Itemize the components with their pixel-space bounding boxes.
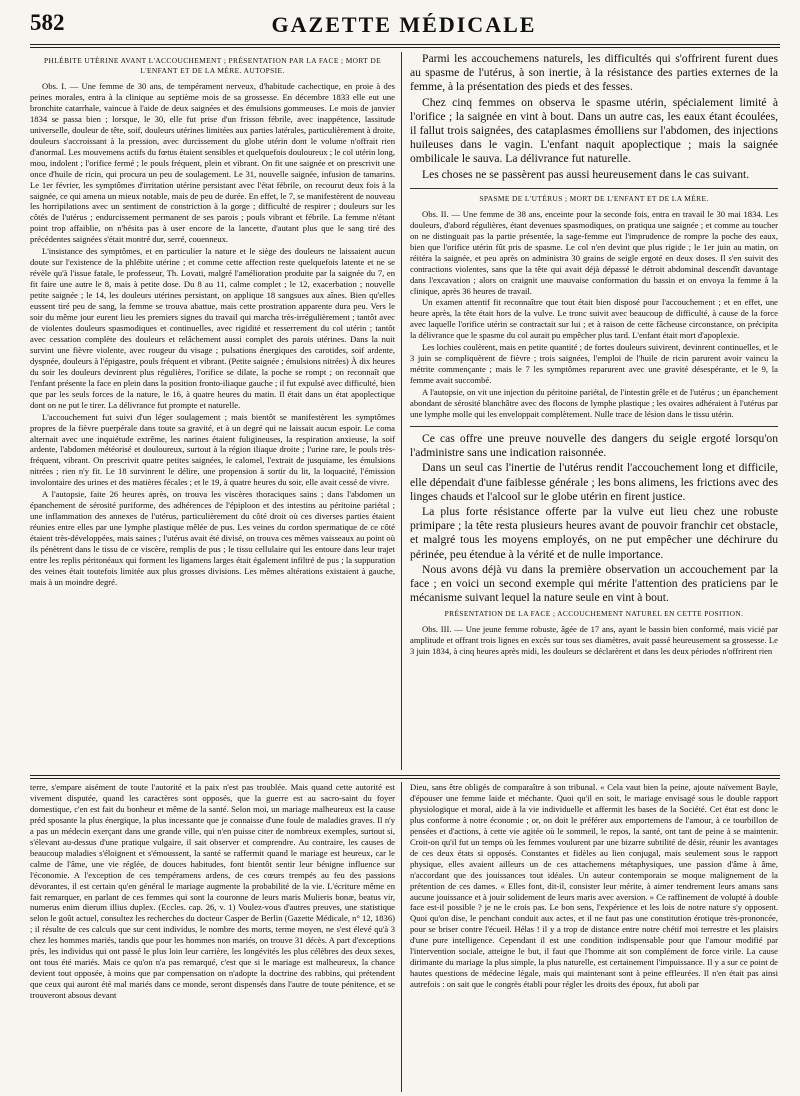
feuilleton-right-column	[410, 782, 778, 1092]
paragraph: Nous avons déjà vu dans la première observation un accouchement par la face ; en voici un second exemple qui mérite l'attention des praticiens par le mécanisme suivant lequel la nature seule en vint à bout.	[410, 562, 778, 605]
feuilleton-rule-2	[30, 778, 780, 779]
column-divider	[401, 782, 402, 1092]
paragraph: Les lochies coulèrent, mais en petite quantité ; de fortes douleurs suivirent, devinrent continuelles, et le 3 juin se compliquèrent de fièvre ; trois saignées, l'emploi de l'huile de ricin parurent avoir vaincu la métrite commençante ; mais le 7 les symptômes reparurent avec une gravité désespérante, et le 9, la femme avait succombé.	[410, 342, 778, 386]
feuilleton-left-column	[30, 782, 395, 1092]
header-rule	[30, 44, 780, 45]
paragraph: A l'autopsie, faite 26 heures après, on trouva les viscères thoraciques sains ; dans l'abdomen un épanchement de sérosité puriforme, des adhérences de l'épiploon et des intestins au péritoine pariétal ; une inflammation des annexes de l'utérus, particulièrement du côté droit où ces diverses parties étaient réunies entre elles par une lymphe plastique mêlée de pus. Les veines du cordon spermatique de ce côté étaient très-développées, mais saines ; l'utérus avait été divisé, on trouva ces mêmes vaisseaux au point où ils pénètrent dans le tissu de ce viscère, remplis de pus ; le tissu cellulaire qui les entoure dans leur trajet entre les replis péritonéaux qui forment les ligamens larges était également infiltré de pus ; la suppuration des veines était toutefois limitée aux plus grosses divisions. Les mêmes altérations existaient à gauche, mais à un moindre degré.	[30, 489, 395, 587]
paragraph: Obs. III. — Une jeune femme robuste, âgée de 17 ans, ayant le bassin bien conformé, mais vicié par amplitude et offrant trois lignes en excès sur tous ses diamètres, avait passé heureusement sa grossesse. Le 3 juin 1834, à cinq heures après midi, les douleurs se déclarèrent et dans les deux périodes n'offrirent rien	[410, 624, 778, 657]
paragraph: Obs. I. — Une femme de 30 ans, de tempérament nerveux, d'habitude cachectique, en proie à des peines morales, entra à la clinique au septième mois de sa grossesse. En décembre 1833 elle eut une bronchite catarrhale, vaincue à l'aide de deux saignées et des émulsions gommeuses. Le mois de janvier 1834 se passa bien ; lorsque, le 30, elle fut prise d'un frisson fébrile, avec inappétence, lassitude universelle, douleur de tête, soif, douleurs utérines limitées aux parties latérales, particulièrement à droite, douleurs s'accroissant à la pression, avec durcissement du globe utérin dont le volume n'offrait rien d'anormal. Les mouvemens actifs du fœtus étaient sensibles et quelquefois douloureux ; le col utérin long, mou, indolent ; l'orifice fermé ; le pouls fréquent, plein et vibrant. On fit une saignée et on prescrivit une once d'huile de ricin, qui procura un peu de soulagement. Le 31, nouvelle saignée, infusion de tamarins. Le 1er février, les symptômes d'irritation utérine persistant avec l'état fébrile, on recourut deux fois à la saignée, ce qui amena un mieux notable, mais de peu de durée. En effet, le 7, se manifestèrent de nouveau les horripilations avec un sentiment de constriction à la gorge ; difficulté de respirer ; douleurs sur les côtés de l'utérus ; endurcissement permanent de ses parois ; pouls vibrant et fébrile. La femme n'étant point trop affaiblie, on n'hésita pas à user encore de la lancette, d'autant plus que le sang tiré des précédentes saignées s'était montré dur, serré, couenneux.	[30, 81, 395, 245]
page-header	[30, 10, 778, 42]
paragraph: Dieu, sans être obligés de comparaître à son tribunal. « Cela vaut bien la peine, ajoute naïvement Bayle, d'épouser une femme laide et méchante. Quoi qu'il en soit, le mariage envisagé sous le double rapport physiologique et moral, aide à la vie individuelle et affermit les bases de la Société. Cet état est donc le plus conforme à notre économie ; or, on doit le préférer aux emportemens de l'amour, à ce tourbillon de pensées et d'actions, à cette vie agitée où le sommeil, le repos, la santé, ont tant de peine à se maintenir. Croit-on qu'il fut un temps où les femmes voulurent par une bizarre subtilité de désir, réunir les avantages de ces deux états si opposés. Constantes et fidèles au lien conjugal, mais seulement sous le rapport physique, elles avaient ailleurs un de ces attachemens métaphysiques, une passion d'âme à âme, n'accordant que des jouissances tout idéales. Un auteur contemporain se moque malignement de la prétention de ces dames. « Elles font, dit-il, consister leur mérite, à aimer tendrement leurs amans sans aucune jouissance et à jouir solidement de leurs maris avec aversion. » Ce raffinement de volupté à double face est-il possible ? je ne le crois pas. Le bon sens, l'expérience et les lois de notre nature s'y opposent. Quoi qu'on dise, le penchant conduit aux actes, et il ne faut pas une constitution érotique très-prononcée, pour se briser contre l'écueil. Hélas ! il y a trop de distance entre notre chétif moi terrestre et les plaisirs d'une pure intelligence. Cependant il est une condition indispensable pour que l'amour modifié par l'intervention sociale, atteigne le but, il faut que l'homme ait son complément de force virile. La cause dirimante du mariage la plus simple, la plus naturelle, est certainement l'impuissance. Il y a sur ce point de hautes questions de médecine légale, mais qui maintenant sont à peine effleurées. Il n'en était pas ainsi autrefois : on sait que le congrès établi pour régler les droits des époux, fut aboli par	[410, 782, 778, 990]
paragraph: Parmi les accouchemens naturels, les difficultés qui s'offrirent furent dues au spasme de l'utérus, à son inertie, à la résistance des parties externes de la femme, à la présentation des pieds et des fesses.	[410, 52, 778, 94]
section-heading: SPASME DE L'UTÉRUS ; MORT DE L'ENFANT ET DE LA MÈRE.	[479, 193, 709, 203]
section-heading: PHLÉBITE UTÉRINE AVANT L'ACCOUCHEMENT ; PRÉSENTATION PAR LA FACE ; MORT DE L'ENFANT ET DE LA MÈRE. AUTOPSIE.	[44, 56, 381, 75]
paragraph: Dans un seul cas l'inertie de l'utérus rendit l'accouchement long et difficile, elle dépendait d'une faiblesse générale ; les bons alimens, les frictions avec des linges chauds et l'alcool sur le globe utérin en firent justice.	[410, 461, 778, 503]
paragraph: L'insistance des symptômes, et en particulier la nature et le siège des douleurs ne laissaient aucun doute sur l'existence de la phlébite utérine ; et comme cette affection reste quelquefois latente et ne se révèle qu'à l'issue fatale, le professeur, Th. Lovati, malgré l'amélioration produite par la saignée du 7, en fit faire une autre le 8, mais à petite dose. Du 8 au 11, calme complet ; le 12, exacerbation ; nouvelle petite saignée ; le 14, les douleurs utérines persistant, on applique 18 sangsues aux aînes. Bien qu'elles eussent tiré peu de sang, la femme se trouva abattue, mais cette prostration apparente dura peu. Vers le soir du même jour eurent lieu les premiers signes du travail qui marcha très-irrégulièrement ; tantôt avec de violentes douleurs spasmodiques et continuelles, avec rigidité et resserrement du col utérin ; tantôt avec cessation complète des douleurs et relâchement aussi complet des parois utérines. Dans la nuit survint une fièvre violente, avec rougeur du visage ; pulsations énergiques des carotides, soif ardente, dyspnée, douleurs à l'épigastre, pouls fréquent et vibrant. (Petite saignée ; émulsions nitrées) À dix heures du soir les douleurs devinrent plus régulières, l'orifice se dilate, la poche se rompt ; on reconnaît que l'enfant présente la face en plein dans la position fronto-iliaque gauche ; il fut expulsé avec difficulté, bien que par les seuls forces de la nature, le 16, à quatre heures du matin. Il était dans un état apoplectique dont on ne put le tirer. La délivrance fut prompte et naturelle.	[30, 246, 395, 410]
paragraph: A l'autopsie, on vit une injection du péritoine pariétal, de l'intestin grêle et de l'utérus ; un épanchement abondant de sérosité blanchâtre avec des flocons de lymphe plastique ; les ovaires adhéraient à l'utérus par une lymphe molle qui les enveloppait complètement. Nulle trace de lésion dans le tissu utérin.	[410, 387, 778, 419]
column-divider	[401, 52, 402, 770]
feuilleton-rule	[30, 775, 780, 776]
article-left-column	[30, 52, 395, 770]
paragraph: terre, s'empare aisément de toute l'autorité et la paix n'est pas troublée. Mais quand cette autorité est vivement disputée, quand les caractères sont opposés, que la guerre est au sacro-saint du foyer domestique, c'en est fait du bonheur et même de la santé. Selon moi, un mariage malheureux est la cause préd sposante la plus énergique, la plus incessante que je connaisse d'une foule de maladies graves. Il n'y a pas un médecin exerçant dans une grande ville, qui n'en puisse citer de nombreux exemples, surtout si, s'élevant au-dessus d'une pratique vulgaire, il sait observer et comprendre. Au contraire, les causes de beaucoup maladies s'éloignent et s'émoussent, la santé se raffermit quand le mariage est heureux, car le calme de l'âme, une vie réglée, de douces habitudes, font bientôt sentir leur bénigne influence sur l'économie. A l'exception de ces tempéramens ardens, de ces cœurs trempés au feu des passions dévorantes, il est certain qu'en général le mariage augmente la probabilité de la vie. L'écriture même en fait remarquer, en parlant de ces femmes qui sont la couronne de leurs maris Mulieris bonæ, beatus vir, numerus enim dierum illius duplex. (Eccles. cap. 26, v. 1) Voulez-vous d'autres preuves, une statistique selon le goût actuel, consultez les recherches du docteur Casper de Berlin (Gazette Médicale, n° 12, 1836) ; il résulte de ces calculs que sur cent individus, le nombre des morts, terme moyen, ne s'est élevé qu'à 3 chez les hommes mariés, tandis que pour les hommes non mariés, on trouve 31 décès. A part d'exceptions près, les individus qui ont passé le plus loin leur carrière, les longévités les plus célèbres des deux sexes, ont tous été mariés. Mais ce qu'on n'a pas remarqué, c'est que si le mariage est malheureux, la chance devient tout opposée, à moins que par compensation on n'adopte la doctrine des rabbins, qui prétendent que ceux qui auront été mal mariés dans ce monde, seront dispensés dans l'autre de toute pénitence, et se trouveront absous devant	[30, 782, 395, 1001]
section-heading: PRÉSENTATION DE LA FACE ; ACCOUCHEMENT NATUREL EN CETTE POSITION.	[444, 609, 744, 619]
header-rule-2	[30, 47, 780, 48]
paragraph: Un examen attentif fit reconnaître que tout était bien disposé pour l'accouchement ; et en effet, une heure après, la tête était hors de la vulve. Le tronc suivit avec beaucoup de difficulté, à cause de la force avec laquelle l'orifice utérin se contractait sur lui ; et à raison de cette fâcheuse circonstance, on précipita la délivrance que le spasme du col aurait pu empêcher plus tard. L'enfant était mort d'apoplexie.	[410, 297, 778, 341]
paragraph: Les choses ne se passèrent pas aussi heureusement dans le cas suivant.	[422, 167, 750, 181]
paragraph: Ce cas offre une preuve nouvelle des dangers du seigle ergoté lorsqu'on l'administre sans une indication raisonnée.	[410, 431, 778, 460]
paragraph: Chez cinq femmes on observa le spasme utérin, spécialement limité à l'orifice ; la saignée en vint à bout. Dans un autre cas, les eaux étant écoulées, il fallut trois saignées, des cataplasmes émolliens sur l'abdomen, des injections huileuses dans le vagin. L'enfant naquit apoplectique ; mais la saignée ombilicale le sauva. La délivrance fut naturelle.	[410, 95, 778, 166]
section-separator	[410, 426, 778, 427]
paragraph: Obs. II. — Une femme de 38 ans, enceinte pour la seconde fois, entra en travail le 30 mai 1834. Les douleurs, d'abord régulières, étant devenues spasmodiques, on pratiqua une saignée ; et comme au toucher on ne distinguait pas la partie présentée, la sage-femme eut l'imprudence de rompre la poche des eaux, bien que l'orifice utérin fût pris de spasme. Le col n'en devint que plus rigide ; le 1er juin au matin, on réitéra la saignée, et peu après on administra 30 grains de seigle ergoté en deux doses. Il s'en suivit des contractions violentes, sans que la tête qui avait déjà dépassé le détroit abdominal descendît davantage dans l'excavation ; alors on craignit une mauvaise conformation du bassin et on envoya la femme à la clinique, après 36 heures de travail.	[410, 208, 778, 296]
publication-title: GAZETTE MÉDICALE	[271, 12, 537, 37]
article-right-column	[410, 52, 778, 770]
section-separator	[410, 188, 778, 189]
paragraph: L'accouchement fut suivi d'un léger soulagement ; mais bientôt se manifestèrent les symptômes propres de la fièvre puerpérale dans toute sa gravité, et à un degré qui ne laissait aucun espoir. Le coma alternait avec une inquiétude extrême, les narines étaient fuligineuses, la respiration anxieuse, la soif ardente, l'abdomen météorisé et douloureux, surtout à la région iliaque droite ; l'urine rare, le pouls très-fréquent, vibrant. On prescrivit quatre petites saignées, le calomel, l'extrait de jusquiame, les émulsions nitrées ; rien n'y fit. Le 18 survinrent le délire, une propension à sortir du lit, la loquacité, l'émission involontaire des urines et des matières fécales ; et le 19, à quatre heures du soir, elle avait cessé de vivre.	[30, 411, 395, 488]
paragraph: La plus forte résistance offerte par la vulve eut lieu chez une robuste primipare ; la tête resta plusieurs heures avant de pouvoir franchir cet obstacle, et malgré tous les moyens employés, on ne put empêcher une déchirure du périnée, peu étendue à la vérité et de nulle importance.	[410, 504, 778, 561]
page-number: 582	[30, 10, 65, 35]
